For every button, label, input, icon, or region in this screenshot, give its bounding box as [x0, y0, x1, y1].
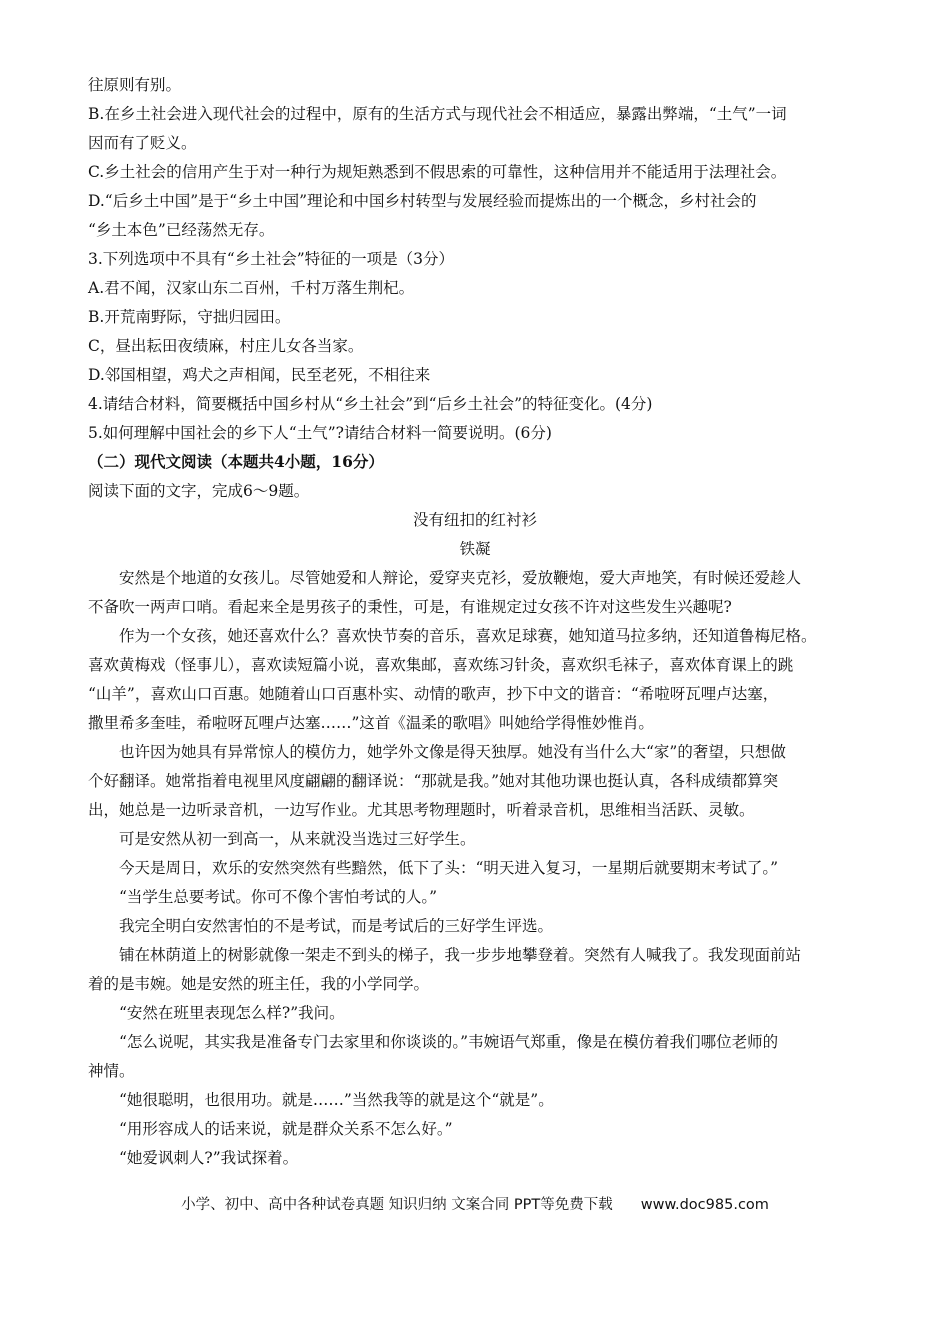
paragraph-line: “安然在班里表现怎么样?”我问。 [119, 1004, 345, 1022]
option-b-line-1: B.在乡土社会进入现代社会的过程中，原有的生活方式与现代社会不相适应，暴露出弊端，“土气”一词 [88, 105, 787, 123]
paragraph-line: 出，她总是一边听录音机，一边写作业。尤其思考物理题时，听着录音机，思维相当活跃、灵敏。 [88, 801, 755, 819]
question-3-option-a: A.君不闻，汉家山东二百州，千村万落生荆杞。 [88, 279, 415, 297]
option-d-line-1: D.“后乡土中国”是于“乡土中国”理论和中国乡村转型与发展经验而提炼出的一个概念，乡村社会的 [88, 192, 757, 210]
article-title: 没有纽扣的红衬衫 [412, 511, 537, 529]
paragraph-line: 安然是个地道的女孩儿。尽管她爱和人辩论，爱穿夹克衫，爱放鞭炮，爱大声地笑，有时候还爱趁人 [119, 569, 802, 587]
question-3-option-b: B.开荒南野际，守拙归园田。 [88, 308, 291, 326]
section-heading: （二）现代文阅读（本题共4小题，16分） [88, 452, 384, 471]
paragraph-line: “怎么说呢，其实我是准备专门去家里和你谈谈的。”韦婉语气郑重，像是在模仿着我们哪位老师的 [119, 1033, 779, 1051]
paragraph-line: 也许因为她具有异常惊人的模仿力，她学外文像是得天独厚。她没有当什么大“家”的奢望，只想做 [119, 743, 786, 761]
page-footer [0, 1193, 950, 1214]
paragraph-line: 喜欢黄梅戏（怪事儿），喜欢读短篇小说，喜欢集邮，喜欢练习针灸，喜欢织毛袜子，喜欢体育课上的跳 [88, 656, 794, 674]
question-3: 3.下列选项中不具有“乡土社会”特征的一项是（3分） [88, 250, 454, 268]
text-line: 往原则有别。 [88, 76, 182, 94]
paragraph-line: “她爱讽刺人?”我试探着。 [119, 1149, 299, 1167]
question-3-option-c: C，昼出耘田夜绩麻，村庄儿女各当家。 [88, 337, 364, 355]
paragraph-line: “当学生总要考试。你可不像个害怕考试的人。” [119, 888, 438, 906]
paragraph-line: 着的是韦婉。她是安然的班主任，我的小学同学。 [88, 975, 430, 993]
paragraph-line: 我完全明白安然害怕的不是考试，而是考试后的三好学生评选。 [119, 917, 554, 935]
footer-url[interactable]: www.doc985.com [640, 1197, 769, 1213]
paragraph-line: “用形容成人的话来说，就是群众关系不怎么好。” [119, 1120, 453, 1138]
article-author: 铁凝 [459, 540, 491, 558]
paragraph-line: 可是安然从初一到高一，从来就没当选过三好学生。 [119, 830, 476, 848]
section-instruction: 阅读下面的文字，完成6～9题。 [88, 482, 310, 500]
question-4: 4.请结合材料，简要概括中国乡村从“乡土社会”到“后乡土社会”的特征变化。(4分) [88, 395, 653, 413]
paragraph-line: 今天是周日，欢乐的安然突然有些黯然，低下了头：“明天进入复习，一星期后就要期末考试了。” [119, 859, 779, 877]
paragraph-line: 个好翻译。她常指着电视里风度翩翩的翻译说：“那就是我。”她对其他功课也挺认真，各科成绩都算突 [88, 772, 779, 790]
paragraph-line: 撒里希多奎哇，希啦呀瓦哩卢达塞……”这首《温柔的歌唱》叫她给学得惟妙惟肖。 [88, 714, 654, 732]
option-b-line-2: 因而有了贬义。 [88, 134, 197, 152]
paragraph-line: “她很聪明，也很用功。就是……”当然我等的就是这个“就是”。 [119, 1091, 554, 1109]
question-5: 5.如何理解中国社会的乡下人“土气”?请结合材料一简要说明。(6分) [88, 424, 552, 442]
option-c-line: C.乡土社会的信用产生于对一种行为规矩熟悉到不假思索的可靠性，这种信用并不能适用于法理社会。 [88, 163, 787, 181]
paragraph-line: 神情。 [88, 1062, 135, 1080]
question-3-option-d: D.邻国相望，鸡犬之声相闻，民至老死，不相往来 [88, 366, 431, 384]
paragraph-line: 不备吹一两声口哨。看起来全是男孩子的秉性，可是，有谁规定过女孩不许对这些发生兴趣呢? [88, 598, 732, 616]
paragraph-line: “山羊”，喜欢山口百惠。她随着山口百惠朴实、动情的歌声，抄下中文的谐音：“希啦呀瓦哩卢达塞， [88, 685, 779, 703]
option-d-line-2: “乡土本色”已经荡然无存。 [88, 221, 275, 239]
footer-text: 小学、初中、高中各种试卷真题 知识归纳 文案合同 PPT等免费下载 [181, 1197, 613, 1213]
paragraph-line: 作为一个女孩，她还喜欢什么？喜欢快节奏的音乐，喜欢足球赛，她知道马拉多纳，还知道鲁梅尼格。 [119, 627, 817, 645]
paragraph-line: 铺在林荫道上的树影就像一架走不到头的梯子，我一步步地攀登着。突然有人喊我了。我发现面前站 [119, 946, 802, 964]
